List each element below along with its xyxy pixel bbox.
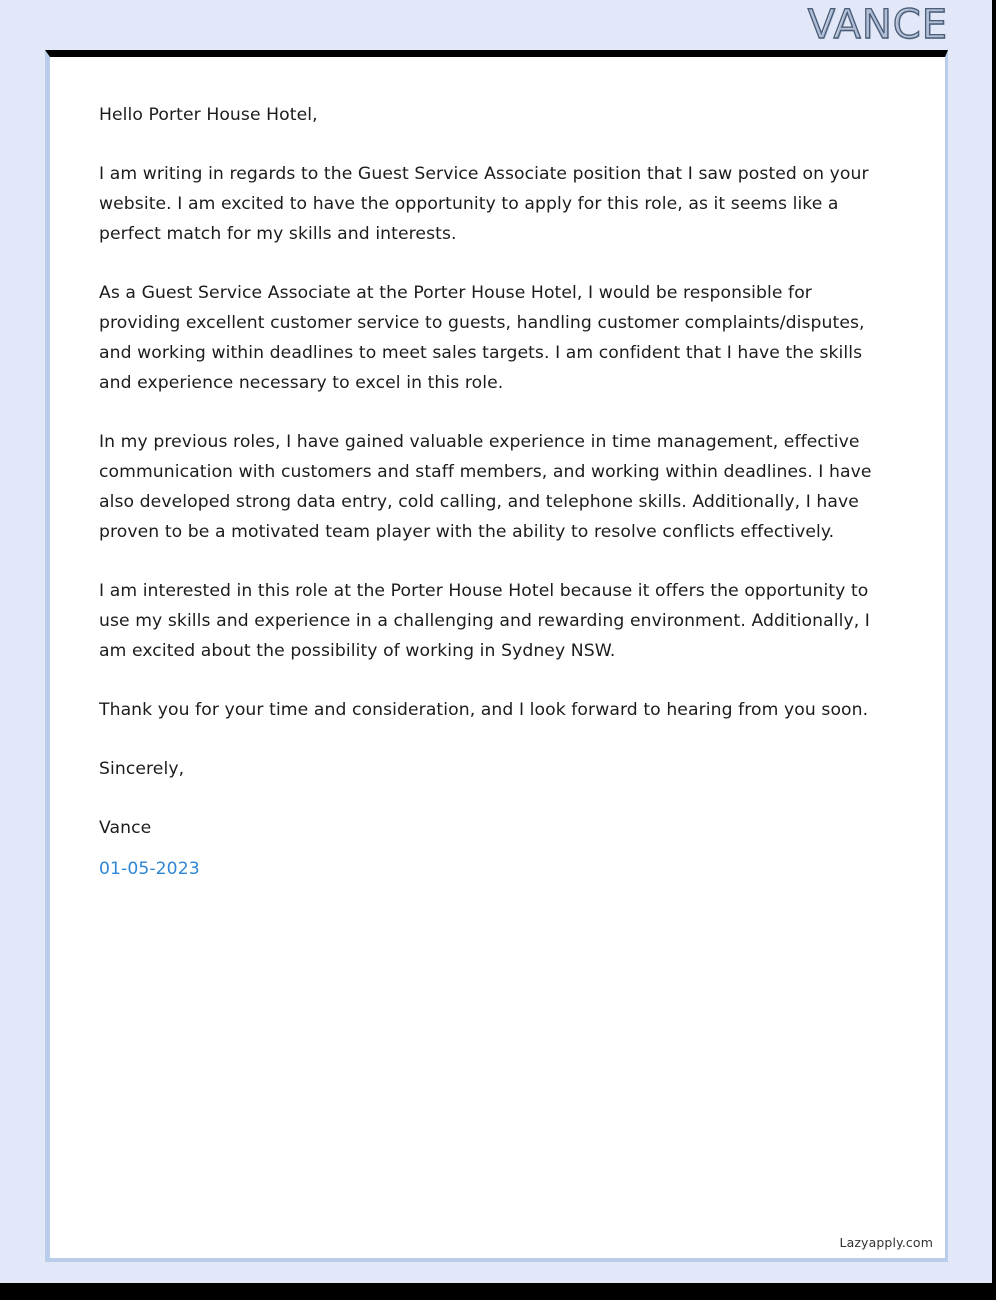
paragraph-responsibilities: As a Guest Service Associate at the Porter House Hotel, I would be responsible for providing excellent customer service to guests, handling customer complaints/disputes, and working within deadlines to meet sales targets. I am confident that I have the skills and experience necessary to excel in this role. [99, 283, 865, 393]
letter-date: 01-05-2023 [99, 859, 200, 879]
paragraph-experience: In my previous roles, I have gained valuable experience in time management, effective communication with customers and staff members, and working within deadlines. I have also developed strong data entry, cold calling, and telephone skills. Additionally, I have proven to be a motivated team player with the ability to resolve conflicts effectively. [99, 432, 872, 542]
thank-you-line: Thank you for your time and consideration, and I look forward to hearing from you soon. [99, 700, 869, 720]
page-inner [50, 57, 945, 1258]
closing-salutation: Sincerely, [99, 759, 185, 779]
letter-body [99, 100, 895, 884]
salutation: Hello Porter House Hotel, [99, 105, 318, 125]
canvas-edge-right [992, 0, 996, 1283]
footer-watermark: Lazyapply.com [839, 1235, 933, 1250]
canvas-edge-bottom [0, 1283, 996, 1300]
letterhead [0, 0, 950, 50]
brand-wordmark: VANCE [807, 2, 948, 48]
paragraph-motivation: I am interested in this role at the Porter House Hotel because it offers the opportunity to use my skills and experience in a challenging and rewarding environment. Additionally, I am excited about the possibility of working in Sydney NSW. [99, 581, 870, 661]
paragraph-intro: I am writing in regards to the Guest Service Associate position that I saw posted on your website. I am excited to have the opportunity to apply for this role, as it seems like a perfect match for my skills and interests. [99, 164, 869, 244]
signature-name: Vance [99, 818, 152, 838]
letter-page [45, 50, 948, 1262]
